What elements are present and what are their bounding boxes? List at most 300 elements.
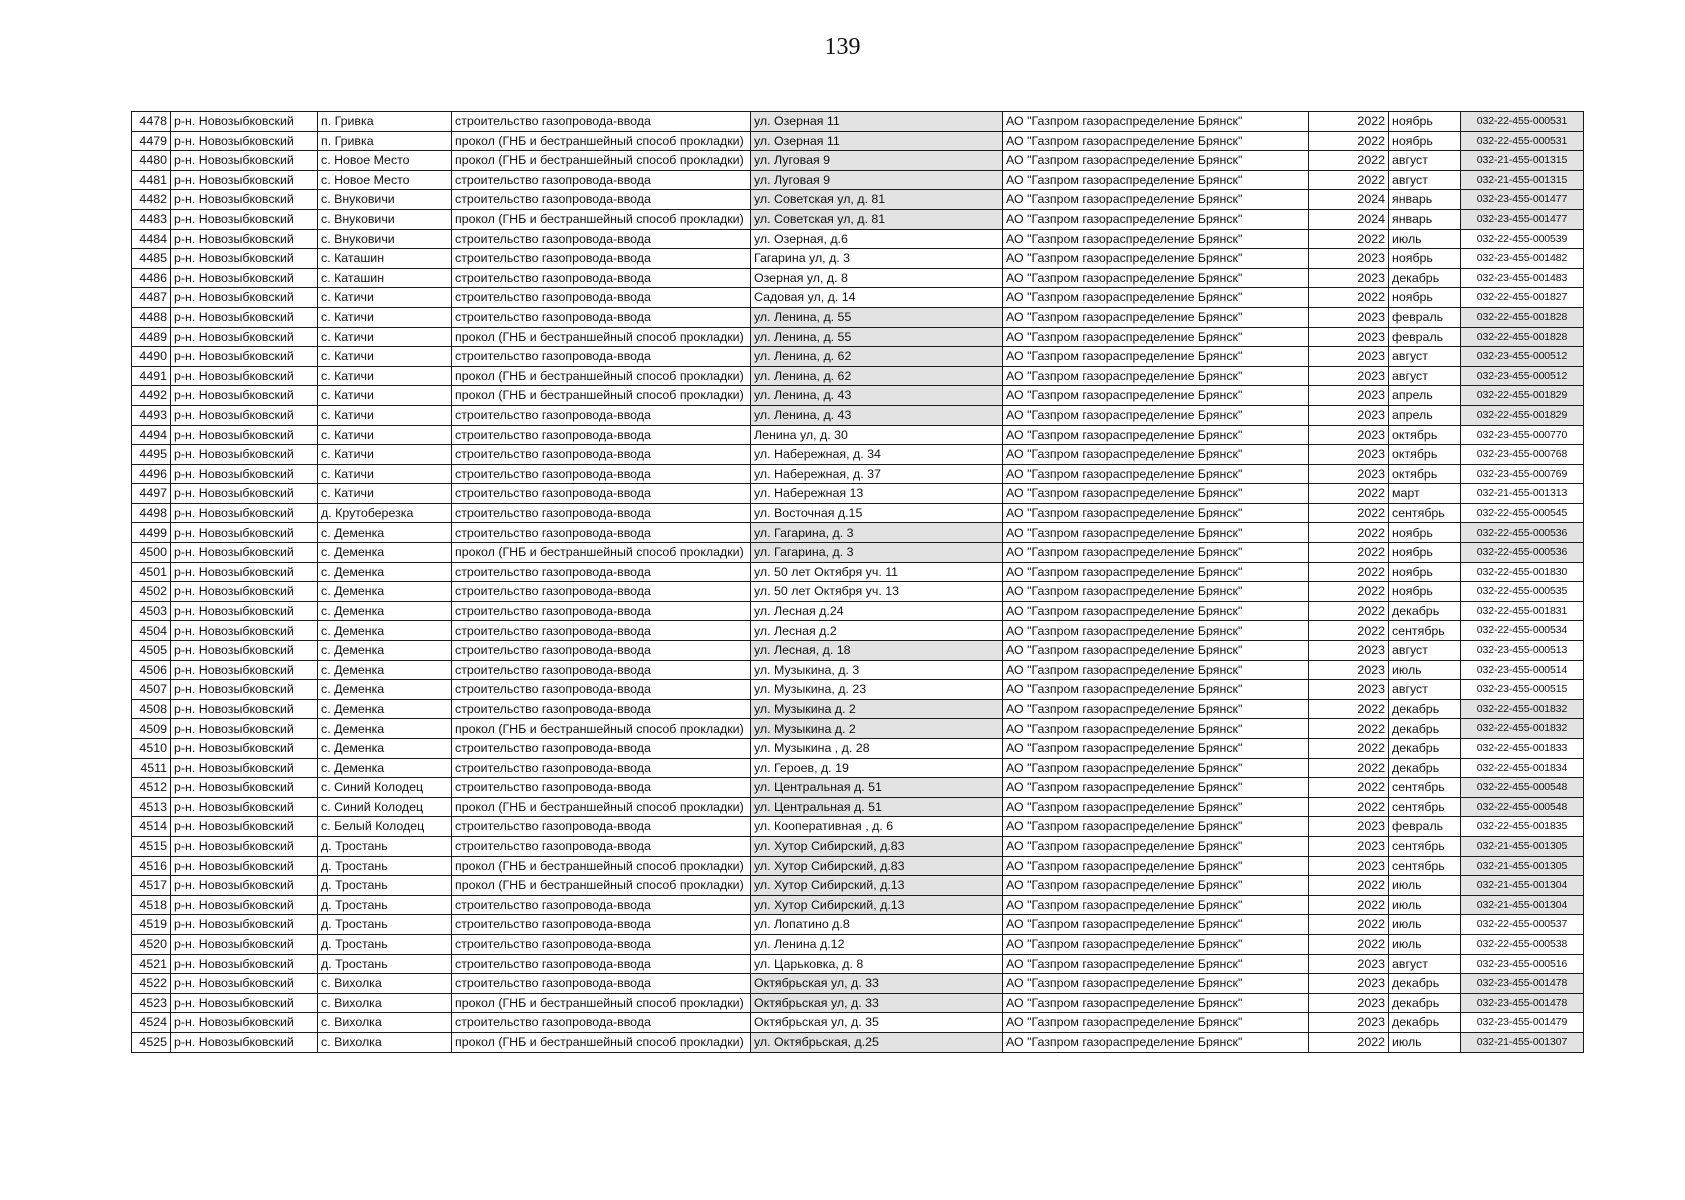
- month-cell: август: [1389, 366, 1461, 386]
- request-code-cell: 032-23-455-001479: [1461, 1013, 1584, 1033]
- work-type-cell: строительство газопровода-ввода: [452, 268, 751, 288]
- row-number-cell: 4478: [132, 112, 171, 132]
- address-cell: ул. Лесная, д. 18: [751, 641, 1003, 661]
- district-cell: р-н. Новозыбковский: [171, 915, 318, 935]
- request-code-cell: 032-22-455-000539: [1461, 229, 1584, 249]
- table-row: [132, 151, 1584, 171]
- request-code-cell: 032-22-455-001833: [1461, 739, 1584, 759]
- year-cell: 2022: [1309, 582, 1389, 602]
- month-cell: август: [1389, 680, 1461, 700]
- address-cell: ул. Озерная 11: [751, 112, 1003, 132]
- request-code-cell: 032-22-455-000534: [1461, 621, 1584, 641]
- address-cell: ул. Музыкина д. 2: [751, 699, 1003, 719]
- row-number-cell: 4483: [132, 209, 171, 229]
- work-type-cell: строительство газопровода-ввода: [452, 836, 751, 856]
- settlement-cell: с. Катичи: [318, 445, 452, 465]
- settlement-cell: с. Вихолка: [318, 1013, 452, 1033]
- settlement-cell: с. Катичи: [318, 347, 452, 367]
- year-cell: 2023: [1309, 249, 1389, 269]
- district-cell: р-н. Новозыбковский: [171, 151, 318, 171]
- work-type-cell: прокол (ГНБ и бестраншейный способ прокладки): [452, 366, 751, 386]
- row-number-cell: 4494: [132, 425, 171, 445]
- year-cell: 2022: [1309, 876, 1389, 896]
- work-type-cell: строительство газопровода-ввода: [452, 954, 751, 974]
- settlement-cell: с. Деменка: [318, 719, 452, 739]
- request-code-cell: 032-22-455-001829: [1461, 405, 1584, 425]
- year-cell: 2022: [1309, 543, 1389, 563]
- district-cell: р-н. Новозыбковский: [171, 660, 318, 680]
- request-code-cell: 032-22-455-000538: [1461, 934, 1584, 954]
- district-cell: р-н. Новозыбковский: [171, 699, 318, 719]
- table-row: [132, 112, 1584, 132]
- request-code-cell: 032-22-455-000531: [1461, 112, 1584, 132]
- address-cell: Ленина ул, д. 30: [751, 425, 1003, 445]
- table-row: [132, 895, 1584, 915]
- year-cell: 2022: [1309, 915, 1389, 935]
- row-number-cell: 4525: [132, 1032, 171, 1052]
- year-cell: 2023: [1309, 425, 1389, 445]
- address-cell: Октябрьская ул, д. 35: [751, 1013, 1003, 1033]
- request-code-cell: 032-23-455-000515: [1461, 680, 1584, 700]
- organization-cell: АО "Газпром газораспределение Брянск": [1003, 1013, 1309, 1033]
- settlement-cell: д. Тростань: [318, 895, 452, 915]
- table-row: [132, 249, 1584, 269]
- year-cell: 2022: [1309, 523, 1389, 543]
- district-cell: р-н. Новозыбковский: [171, 112, 318, 132]
- table-row: [132, 464, 1584, 484]
- month-cell: декабрь: [1389, 719, 1461, 739]
- settlement-cell: с. Внуковичи: [318, 190, 452, 210]
- address-cell: ул. Озерная 11: [751, 131, 1003, 151]
- row-number-cell: 4492: [132, 386, 171, 406]
- address-cell: ул. Лопатино д.8: [751, 915, 1003, 935]
- address-cell: ул. Хутор Сибирский, д.13: [751, 876, 1003, 896]
- organization-cell: АО "Газпром газораспределение Брянск": [1003, 621, 1309, 641]
- row-number-cell: 4514: [132, 817, 171, 837]
- address-cell: ул. Музыкина, д. 23: [751, 680, 1003, 700]
- year-cell: 2022: [1309, 151, 1389, 171]
- address-cell: ул. Набережная, д. 34: [751, 445, 1003, 465]
- year-cell: 2023: [1309, 1013, 1389, 1033]
- settlement-cell: д. Тростань: [318, 934, 452, 954]
- year-cell: 2022: [1309, 699, 1389, 719]
- year-cell: 2022: [1309, 131, 1389, 151]
- month-cell: сентябрь: [1389, 836, 1461, 856]
- organization-cell: АО "Газпром газораспределение Брянск": [1003, 836, 1309, 856]
- settlement-cell: с. Деменка: [318, 758, 452, 778]
- request-code-cell: 032-22-455-000545: [1461, 503, 1584, 523]
- month-cell: июль: [1389, 660, 1461, 680]
- district-cell: р-н. Новозыбковский: [171, 386, 318, 406]
- row-number-cell: 4489: [132, 327, 171, 347]
- settlement-cell: с. Катичи: [318, 464, 452, 484]
- district-cell: р-н. Новозыбковский: [171, 405, 318, 425]
- district-cell: р-н. Новозыбковский: [171, 797, 318, 817]
- organization-cell: АО "Газпром газораспределение Брянск": [1003, 856, 1309, 876]
- month-cell: декабрь: [1389, 1013, 1461, 1033]
- row-number-cell: 4486: [132, 268, 171, 288]
- year-cell: 2023: [1309, 993, 1389, 1013]
- table-row: [132, 543, 1584, 563]
- month-cell: сентябрь: [1389, 856, 1461, 876]
- address-cell: ул. Луговая 9: [751, 170, 1003, 190]
- month-cell: август: [1389, 641, 1461, 661]
- year-cell: 2022: [1309, 778, 1389, 798]
- row-number-cell: 4487: [132, 288, 171, 308]
- district-cell: р-н. Новозыбковский: [171, 249, 318, 269]
- work-type-cell: прокол (ГНБ и бестраншейный способ прокладки): [452, 386, 751, 406]
- district-cell: р-н. Новозыбковский: [171, 503, 318, 523]
- district-cell: р-н. Новозыбковский: [171, 817, 318, 837]
- row-number-cell: 4498: [132, 503, 171, 523]
- work-type-cell: строительство газопровода-ввода: [452, 288, 751, 308]
- address-cell: ул. Набережная 13: [751, 484, 1003, 504]
- request-code-cell: 032-22-455-001832: [1461, 719, 1584, 739]
- address-cell: ул. 50 лет Октября уч. 13: [751, 582, 1003, 602]
- district-cell: р-н. Новозыбковский: [171, 131, 318, 151]
- row-number-cell: 4499: [132, 523, 171, 543]
- address-cell: ул. Лесная д.2: [751, 621, 1003, 641]
- work-type-cell: строительство газопровода-ввода: [452, 660, 751, 680]
- month-cell: декабрь: [1389, 974, 1461, 994]
- address-cell: ул. Гагарина, д. 3: [751, 543, 1003, 563]
- district-cell: р-н. Новозыбковский: [171, 288, 318, 308]
- organization-cell: АО "Газпром газораспределение Брянск": [1003, 131, 1309, 151]
- work-type-cell: прокол (ГНБ и бестраншейный способ прокладки): [452, 876, 751, 896]
- work-type-cell: строительство газопровода-ввода: [452, 680, 751, 700]
- table-row: [132, 915, 1584, 935]
- organization-cell: АО "Газпром газораспределение Брянск": [1003, 445, 1309, 465]
- month-cell: август: [1389, 170, 1461, 190]
- request-code-cell: 032-22-455-001832: [1461, 699, 1584, 719]
- district-cell: р-н. Новозыбковский: [171, 836, 318, 856]
- table-row: [132, 405, 1584, 425]
- address-cell: ул. Озерная, д.6: [751, 229, 1003, 249]
- organization-cell: АО "Газпром газораспределение Брянск": [1003, 954, 1309, 974]
- row-number-cell: 4521: [132, 954, 171, 974]
- month-cell: сентябрь: [1389, 621, 1461, 641]
- address-cell: ул. Музыкина , д. 28: [751, 739, 1003, 759]
- request-code-cell: 032-22-455-001828: [1461, 327, 1584, 347]
- district-cell: р-н. Новозыбковский: [171, 445, 318, 465]
- month-cell: октябрь: [1389, 445, 1461, 465]
- address-cell: ул. 50 лет Октября уч. 11: [751, 562, 1003, 582]
- request-code-cell: 032-21-455-001305: [1461, 856, 1584, 876]
- table-row: [132, 562, 1584, 582]
- table-row: [132, 1013, 1584, 1033]
- organization-cell: АО "Газпром газораспределение Брянск": [1003, 1032, 1309, 1052]
- work-type-cell: строительство газопровода-ввода: [452, 1013, 751, 1033]
- district-cell: р-н. Новозыбковский: [171, 425, 318, 445]
- month-cell: август: [1389, 151, 1461, 171]
- year-cell: 2023: [1309, 445, 1389, 465]
- address-cell: ул. Центральная д. 51: [751, 778, 1003, 798]
- request-code-cell: 032-22-455-000548: [1461, 797, 1584, 817]
- request-code-cell: 032-23-455-001478: [1461, 974, 1584, 994]
- row-number-cell: 4490: [132, 347, 171, 367]
- district-cell: р-н. Новозыбковский: [171, 758, 318, 778]
- settlement-cell: с. Вихолка: [318, 1032, 452, 1052]
- organization-cell: АО "Газпром газораспределение Брянск": [1003, 601, 1309, 621]
- address-cell: ул. Ленина, д. 43: [751, 386, 1003, 406]
- year-cell: 2022: [1309, 601, 1389, 621]
- address-cell: ул. Ленина д.12: [751, 934, 1003, 954]
- month-cell: июль: [1389, 876, 1461, 896]
- settlement-cell: с. Синий Колодец: [318, 778, 452, 798]
- row-number-cell: 4488: [132, 307, 171, 327]
- district-cell: р-н. Новозыбковский: [171, 543, 318, 563]
- table-row: [132, 974, 1584, 994]
- table-row: [132, 817, 1584, 837]
- year-cell: 2022: [1309, 229, 1389, 249]
- settlement-cell: с. Деменка: [318, 523, 452, 543]
- organization-cell: АО "Газпром газораспределение Брянск": [1003, 523, 1309, 543]
- year-cell: 2023: [1309, 307, 1389, 327]
- work-type-cell: строительство газопровода-ввода: [452, 817, 751, 837]
- table-row: [132, 934, 1584, 954]
- request-code-cell: 032-22-455-001828: [1461, 307, 1584, 327]
- request-code-cell: 032-22-455-001831: [1461, 601, 1584, 621]
- row-number-cell: 4482: [132, 190, 171, 210]
- work-type-cell: строительство газопровода-ввода: [452, 758, 751, 778]
- request-code-cell: 032-23-455-001483: [1461, 268, 1584, 288]
- organization-cell: АО "Газпром газораспределение Брянск": [1003, 660, 1309, 680]
- year-cell: 2022: [1309, 1032, 1389, 1052]
- organization-cell: АО "Газпром газораспределение Брянск": [1003, 699, 1309, 719]
- month-cell: июль: [1389, 895, 1461, 915]
- row-number-cell: 4523: [132, 993, 171, 1013]
- row-number-cell: 4519: [132, 915, 171, 935]
- month-cell: март: [1389, 484, 1461, 504]
- address-cell: ул. Ленина, д. 55: [751, 307, 1003, 327]
- organization-cell: АО "Газпром газораспределение Брянск": [1003, 464, 1309, 484]
- row-number-cell: 4502: [132, 582, 171, 602]
- row-number-cell: 4496: [132, 464, 171, 484]
- address-cell: ул. Хутор Сибирский, д.83: [751, 836, 1003, 856]
- organization-cell: АО "Газпром газораспределение Брянск": [1003, 386, 1309, 406]
- year-cell: 2023: [1309, 817, 1389, 837]
- row-number-cell: 4484: [132, 229, 171, 249]
- month-cell: декабрь: [1389, 601, 1461, 621]
- table-row: [132, 836, 1584, 856]
- year-cell: 2023: [1309, 327, 1389, 347]
- request-code-cell: 032-23-455-001482: [1461, 249, 1584, 269]
- address-cell: ул. Ленина, д. 43: [751, 405, 1003, 425]
- organization-cell: АО "Газпром газораспределение Брянск": [1003, 288, 1309, 308]
- request-code-cell: 032-22-455-000548: [1461, 778, 1584, 798]
- month-cell: ноябрь: [1389, 288, 1461, 308]
- organization-cell: АО "Газпром газораспределение Брянск": [1003, 327, 1309, 347]
- organization-cell: АО "Газпром газораспределение Брянск": [1003, 543, 1309, 563]
- year-cell: 2022: [1309, 484, 1389, 504]
- row-number-cell: 4522: [132, 974, 171, 994]
- organization-cell: АО "Газпром газораспределение Брянск": [1003, 209, 1309, 229]
- address-cell: ул. Царьковка, д. 8: [751, 954, 1003, 974]
- organization-cell: АО "Газпром газораспределение Брянск": [1003, 817, 1309, 837]
- year-cell: 2023: [1309, 386, 1389, 406]
- district-cell: р-н. Новозыбковский: [171, 307, 318, 327]
- district-cell: р-н. Новозыбковский: [171, 582, 318, 602]
- address-cell: Озерная ул, д. 8: [751, 268, 1003, 288]
- organization-cell: АО "Газпром газораспределение Брянск": [1003, 778, 1309, 798]
- request-code-cell: 032-22-455-001829: [1461, 386, 1584, 406]
- year-cell: 2023: [1309, 366, 1389, 386]
- address-cell: Октябрьская ул, д. 33: [751, 993, 1003, 1013]
- district-cell: р-н. Новозыбковский: [171, 895, 318, 915]
- work-type-cell: строительство газопровода-ввода: [452, 778, 751, 798]
- row-number-cell: 4520: [132, 934, 171, 954]
- request-code-cell: 032-22-455-001830: [1461, 562, 1584, 582]
- settlement-cell: с. Деменка: [318, 543, 452, 563]
- district-cell: р-н. Новозыбковский: [171, 601, 318, 621]
- district-cell: р-н. Новозыбковский: [171, 641, 318, 661]
- request-code-cell: 032-23-455-001478: [1461, 993, 1584, 1013]
- district-cell: р-н. Новозыбковский: [171, 954, 318, 974]
- district-cell: р-н. Новозыбковский: [171, 523, 318, 543]
- year-cell: 2023: [1309, 464, 1389, 484]
- address-cell: Гагарина ул, д. 3: [751, 249, 1003, 269]
- district-cell: р-н. Новозыбковский: [171, 778, 318, 798]
- organization-cell: АО "Газпром газораспределение Брянск": [1003, 170, 1309, 190]
- row-number-cell: 4480: [132, 151, 171, 171]
- organization-cell: АО "Газпром газораспределение Брянск": [1003, 366, 1309, 386]
- address-cell: ул. Центральная д. 51: [751, 797, 1003, 817]
- month-cell: июль: [1389, 229, 1461, 249]
- month-cell: февраль: [1389, 307, 1461, 327]
- table-row: [132, 503, 1584, 523]
- table-row: [132, 739, 1584, 759]
- work-type-cell: прокол (ГНБ и бестраншейный способ прокладки): [452, 327, 751, 347]
- organization-cell: АО "Газпром газораспределение Брянск": [1003, 249, 1309, 269]
- month-cell: ноябрь: [1389, 112, 1461, 132]
- organization-cell: АО "Газпром газораспределение Брянск": [1003, 190, 1309, 210]
- settlement-cell: с. Внуковичи: [318, 209, 452, 229]
- work-type-cell: строительство газопровода-ввода: [452, 445, 751, 465]
- year-cell: 2023: [1309, 954, 1389, 974]
- organization-cell: АО "Газпром газораспределение Брянск": [1003, 758, 1309, 778]
- settlement-cell: д. Тростань: [318, 836, 452, 856]
- settlement-cell: д. Тростань: [318, 856, 452, 876]
- row-number-cell: 4505: [132, 641, 171, 661]
- year-cell: 2022: [1309, 288, 1389, 308]
- organization-cell: АО "Газпром газораспределение Брянск": [1003, 503, 1309, 523]
- month-cell: сентябрь: [1389, 797, 1461, 817]
- organization-cell: АО "Газпром газораспределение Брянск": [1003, 562, 1309, 582]
- organization-cell: АО "Газпром газораспределение Брянск": [1003, 229, 1309, 249]
- settlement-cell: с. Каташин: [318, 268, 452, 288]
- request-code-cell: 032-23-455-001477: [1461, 190, 1584, 210]
- year-cell: 2022: [1309, 170, 1389, 190]
- address-cell: ул. Музыкина д. 2: [751, 719, 1003, 739]
- work-type-cell: строительство газопровода-ввода: [452, 523, 751, 543]
- settlement-cell: с. Деменка: [318, 660, 452, 680]
- work-type-cell: строительство газопровода-ввода: [452, 562, 751, 582]
- work-type-cell: прокол (ГНБ и бестраншейный способ прокладки): [452, 856, 751, 876]
- request-code-cell: 032-23-455-000768: [1461, 445, 1584, 465]
- settlement-cell: п. Гривка: [318, 131, 452, 151]
- request-code-cell: 032-21-455-001313: [1461, 484, 1584, 504]
- table-row: [132, 719, 1584, 739]
- organization-cell: АО "Газпром газораспределение Брянск": [1003, 582, 1309, 602]
- year-cell: 2023: [1309, 836, 1389, 856]
- year-cell: 2022: [1309, 562, 1389, 582]
- month-cell: июль: [1389, 915, 1461, 935]
- year-cell: 2023: [1309, 405, 1389, 425]
- row-number-cell: 4517: [132, 876, 171, 896]
- year-cell: 2023: [1309, 660, 1389, 680]
- month-cell: ноябрь: [1389, 582, 1461, 602]
- month-cell: декабрь: [1389, 758, 1461, 778]
- row-number-cell: 4508: [132, 699, 171, 719]
- organization-cell: АО "Газпром газораспределение Брянск": [1003, 112, 1309, 132]
- work-type-cell: прокол (ГНБ и бестраншейный способ прокладки): [452, 1032, 751, 1052]
- district-cell: р-н. Новозыбковский: [171, 170, 318, 190]
- month-cell: ноябрь: [1389, 249, 1461, 269]
- request-code-cell: 032-23-455-001477: [1461, 209, 1584, 229]
- row-number-cell: 4497: [132, 484, 171, 504]
- year-cell: 2022: [1309, 797, 1389, 817]
- year-cell: 2023: [1309, 974, 1389, 994]
- settlement-cell: с. Деменка: [318, 621, 452, 641]
- table-row: [132, 856, 1584, 876]
- table-row: [132, 347, 1584, 367]
- organization-cell: АО "Газпром газораспределение Брянск": [1003, 307, 1309, 327]
- work-type-cell: строительство газопровода-ввода: [452, 307, 751, 327]
- organization-cell: АО "Газпром газораспределение Брянск": [1003, 993, 1309, 1013]
- settlement-cell: с. Деменка: [318, 699, 452, 719]
- month-cell: апрель: [1389, 405, 1461, 425]
- request-code-cell: 032-23-455-000512: [1461, 366, 1584, 386]
- work-type-cell: строительство газопровода-ввода: [452, 405, 751, 425]
- month-cell: сентябрь: [1389, 503, 1461, 523]
- address-cell: Садовая ул, д. 14: [751, 288, 1003, 308]
- settlement-cell: д. Тростань: [318, 954, 452, 974]
- address-cell: ул. Ленина, д. 55: [751, 327, 1003, 347]
- work-type-cell: прокол (ГНБ и бестраншейный способ прокладки): [452, 543, 751, 563]
- year-cell: 2022: [1309, 934, 1389, 954]
- table-row: [132, 1032, 1584, 1052]
- table-row: [132, 484, 1584, 504]
- settlement-cell: д. Тростань: [318, 915, 452, 935]
- table-row: [132, 680, 1584, 700]
- work-type-cell: прокол (ГНБ и бестраншейный способ прокладки): [452, 131, 751, 151]
- request-code-cell: 032-22-455-001835: [1461, 817, 1584, 837]
- table-row: [132, 641, 1584, 661]
- row-number-cell: 4512: [132, 778, 171, 798]
- month-cell: январь: [1389, 209, 1461, 229]
- organization-cell: АО "Газпром газораспределение Брянск": [1003, 680, 1309, 700]
- work-type-cell: строительство газопровода-ввода: [452, 895, 751, 915]
- request-code-cell: 032-21-455-001304: [1461, 895, 1584, 915]
- organization-cell: АО "Газпром газораспределение Брянск": [1003, 739, 1309, 759]
- request-code-cell: 032-23-455-000513: [1461, 641, 1584, 661]
- row-number-cell: 4513: [132, 797, 171, 817]
- request-code-cell: 032-21-455-001315: [1461, 170, 1584, 190]
- registry-body: [132, 112, 1584, 1053]
- settlement-cell: с. Катичи: [318, 288, 452, 308]
- row-number-cell: 4509: [132, 719, 171, 739]
- work-type-cell: строительство газопровода-ввода: [452, 112, 751, 132]
- row-number-cell: 4481: [132, 170, 171, 190]
- settlement-cell: с. Новое Место: [318, 151, 452, 171]
- work-type-cell: строительство газопровода-ввода: [452, 170, 751, 190]
- settlement-cell: д. Крутоберезка: [318, 503, 452, 523]
- table-row: [132, 268, 1584, 288]
- work-type-cell: прокол (ГНБ и бестраншейный способ прокладки): [452, 719, 751, 739]
- month-cell: январь: [1389, 190, 1461, 210]
- row-number-cell: 4516: [132, 856, 171, 876]
- request-code-cell: 032-23-455-000512: [1461, 347, 1584, 367]
